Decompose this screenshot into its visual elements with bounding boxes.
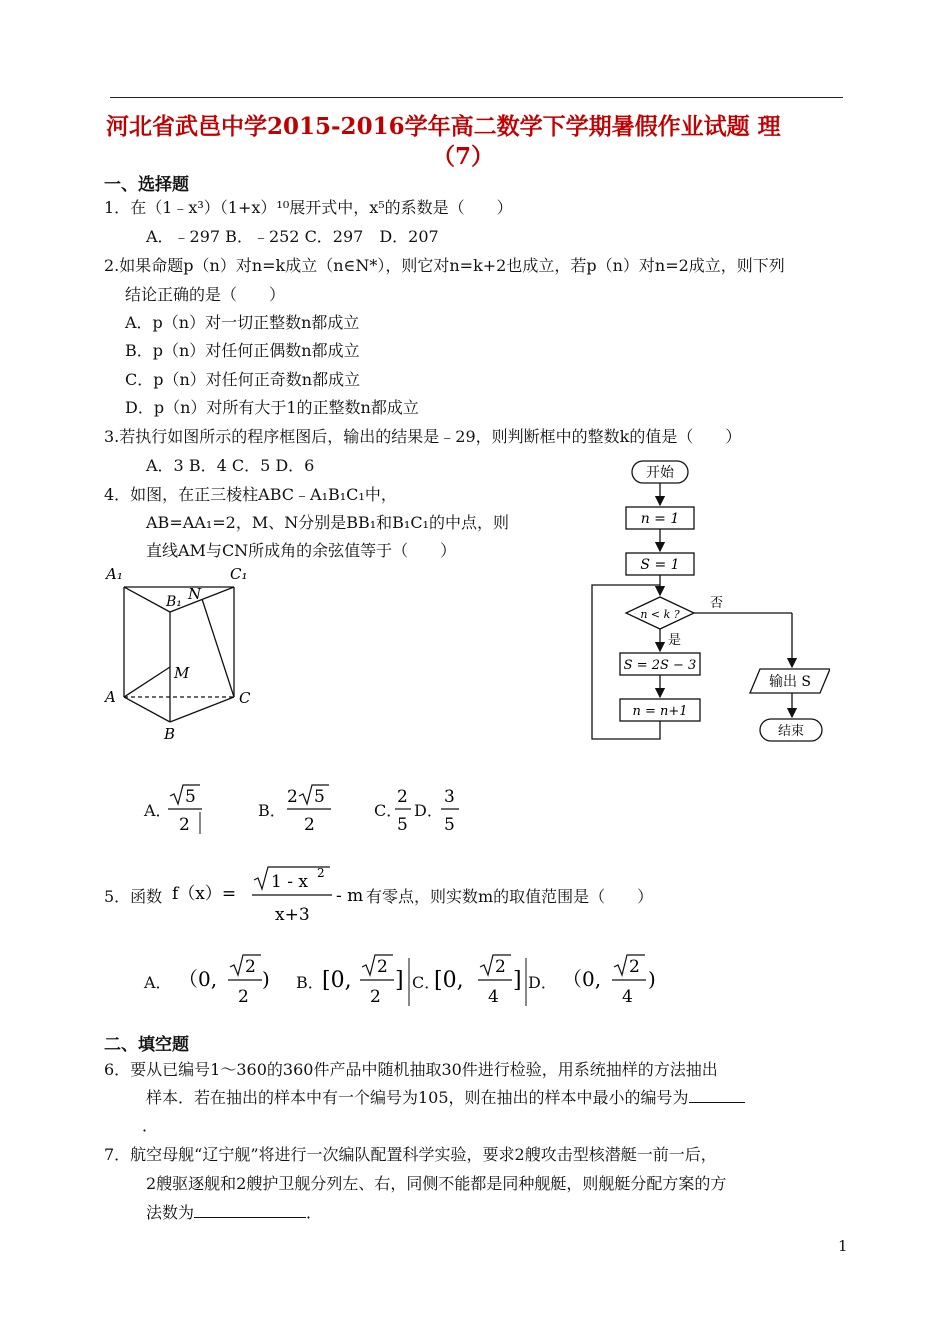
svg-text:): ) [648,967,656,991]
svg-text:2: 2 [304,815,315,835]
question-4-line3: 直线AM与CN所成角的余弦值等于（ ） [146,541,457,560]
question-6-line2 [146,1088,745,1108]
question-4-option-b-label: B． [258,801,286,820]
question-1 [104,198,513,218]
flow-start: 开始 [646,465,674,481]
svg-text:]: ] [395,968,404,993]
svg-text:2: 2 [238,987,249,1007]
svg-text:2: 2 [317,866,325,880]
svg-text:2: 2 [179,815,190,835]
svg-text:（0,: （0, [178,967,218,991]
svg-text:): ) [262,967,270,991]
vertex-label-a: A [105,688,116,706]
page-number: 1 [838,1237,848,1255]
svg-text:x+3: x+3 [275,905,310,925]
vertex-label-b: B [164,725,176,743]
question-6-line3: ． [142,1116,159,1135]
vertex-label-c1: C₁ [230,565,248,583]
svg-text:5: 5 [185,787,196,807]
question-5-option-a-formula [178,952,278,1010]
svg-text:2: 2 [629,957,640,977]
question-5-option-d-formula [562,952,666,1010]
question-2-option-d: D．p（n）对所有大于1的正整数n都成立 [125,398,419,417]
document-title-line2: （7） [432,143,495,170]
svg-text:（0,: （0, [562,967,602,991]
vertex-label-b1: B₁ [166,594,182,610]
question-4-line1: 4．如图，在正三棱柱ABC﹣A₁B₁C₁中， [104,485,397,504]
question-2-line2: 结论正确的是（ ） [125,285,286,304]
question-5-option-d-label: D． [528,973,557,992]
section-heading-fill-in: 二、填空题 [104,1035,189,1055]
question-5-option-b-label: B． [296,973,324,992]
question-7-line2: 2艘驱逐舰和2艘护卫舰分列左、右，同侧不能都是同种舰艇，则舰艇分配方案的方 [146,1174,727,1193]
svg-text:3: 3 [444,787,455,807]
question-1-options: A．﹣297 B．﹣252 C．297 D．207 [146,227,439,246]
svg-text:4: 4 [622,987,633,1007]
question-3-options: A．3 B．4 C．5 D．6 [146,456,315,475]
svg-text:f（x）=: f（x）= [172,884,237,904]
document-title-line1: 河北省武邑中学2015-2016学年高二数学下学期暑假作业试题 理 [106,113,781,140]
question-5-option-a-label: A． [144,973,172,992]
question-4-option-c-label: C． [374,801,403,820]
svg-text:2: 2 [287,787,298,807]
svg-text:1 - x: 1 - x [271,872,308,892]
flow-update-s: S = 2S − 3 [623,658,697,673]
svg-text:4: 4 [488,987,499,1007]
flow-init-n: n = 1 [640,511,680,527]
question-2-line1: 2.如果命题p（n）对n=k成立（n∈N*），则它对n=k+2也成立，若p（n）对n=2成立，则下列 [104,256,785,275]
question-4-option-b-formula [285,782,335,836]
question-7-answer-blank[interactable] [194,1203,306,1218]
question-7-line3-text: 法数为 [146,1203,195,1222]
flowchart-figure [586,455,830,747]
question-5-text: 有零点，则实数m的取值范围是（ ） [366,887,654,906]
question-1-number: 1． [104,198,131,217]
svg-text:2: 2 [397,787,408,807]
flow-init-s: S = 1 [640,557,680,573]
question-4-option-a-formula [166,782,206,836]
svg-text:2: 2 [377,957,388,977]
question-6-line2-text: 样本．若在抽出的样本中有一个编号为105，则在抽出的样本中最小的编号为 [146,1088,689,1107]
svg-text:2: 2 [370,987,381,1007]
svg-text:- m: - m [336,886,364,906]
question-1-text: 在（1﹣x³）（1+x）¹⁰展开式中，x⁵的系数是（ ） [130,198,513,217]
section-heading-choice: 一、选择题 [104,175,189,195]
flow-condition: n < k ? [640,608,680,621]
vertex-label-c: C [239,689,251,707]
svg-text:5: 5 [397,815,408,835]
flow-end: 结束 [777,724,805,739]
question-2-option-a: A．p（n）对一切正整数n都成立 [125,313,360,332]
svg-text:2: 2 [495,957,506,977]
question-4-option-d-label: D． [414,801,443,820]
svg-text:5: 5 [444,815,455,835]
flow-update-n: n = n+1 [632,704,688,719]
question-5-function-formula [172,862,368,928]
question-4-line2: AB=AA₁=2，M、N分别是BB₁和B₁C₁的中点，则 [146,513,509,532]
flow-label-no: 否 [710,596,724,611]
question-6-answer-blank[interactable] [689,1088,745,1103]
question-4-option-a-label: A． [144,801,172,820]
question-2-option-c: C．p（n）对任何正奇数n都成立 [125,370,361,389]
question-5-prefix: 5．函数 [104,887,163,906]
svg-text:2: 2 [245,957,256,977]
svg-text:[0,: [0, [322,968,352,993]
question-5-option-c-label: C． [412,973,441,992]
question-5-option-c-formula [430,952,530,1010]
question-5-option-b-formula [318,952,414,1010]
question-4-option-d-formula [440,782,462,836]
svg-text:[0,: [0, [434,968,464,993]
header-rule [110,97,843,98]
vertex-label-a1: A₁ [106,565,123,583]
svg-text:5: 5 [314,787,325,807]
flow-output: 输出 S [768,674,812,690]
question-7-line3-end: ． [306,1203,323,1222]
svg-text:]: ] [513,968,522,993]
question-3-line1: 3.若执行如图所示的程序框图后，输出的结果是﹣29，则判断框中的整数k的值是（ ） [104,427,742,446]
question-7-line3 [146,1203,322,1223]
question-7-line1: 7．航空母舰“辽宁舰”将进行一次编队配置科学实验，要求2艘攻击型核潜艇一前一后， [104,1145,717,1164]
question-2-option-b: B．p（n）对任何正偶数n都成立 [125,341,360,360]
question-4-option-c-formula [394,782,414,836]
flow-label-yes: 是 [668,633,682,648]
prism-figure [102,565,262,743]
point-label-n: N [188,585,202,603]
point-label-m: M [174,664,190,682]
question-6-line1: 6．要从已编号1～360的360件产品中随机抽取30件进行检验，用系统抽样的方法抽出 [104,1060,718,1079]
